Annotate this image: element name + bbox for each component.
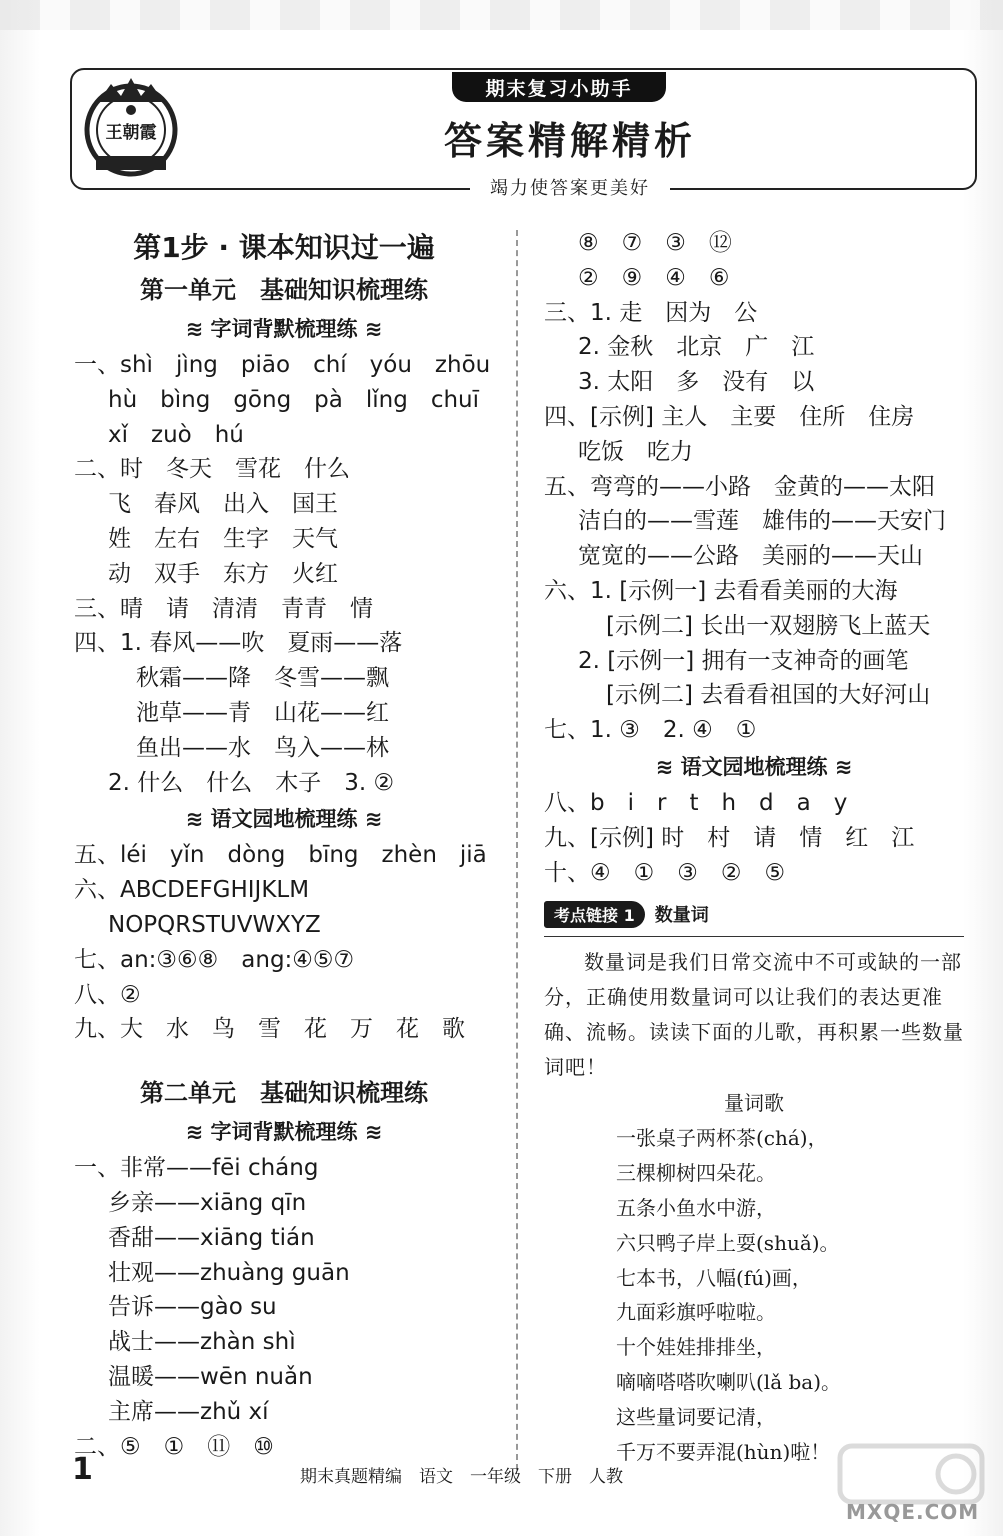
answer-line: 秋霜——降 冬雪——飘 <box>136 665 389 692</box>
answer-line: 主席——zhǔ xí <box>108 1398 269 1425</box>
poem-line: 嘀嘀嗒嗒吹喇叭(lǎ ba)。 <box>616 1369 842 1394</box>
answer-line: 六、1. [示例一] 去看看美丽的大海 <box>544 577 898 604</box>
step-title: 第1步 · 课本知识过一遍 <box>133 231 435 264</box>
section-subtitle: ≋ 语文园地梳理练 ≋ <box>655 754 853 779</box>
section-subtitle: ≋ 语文园地梳理练 ≋ <box>185 807 383 832</box>
unit-title: 第一单元 基础知识梳理练 <box>140 276 428 304</box>
header-motto: 竭力使答案更美好 <box>470 174 670 200</box>
section-subtitle: ≋ 字词背默梳理练 ≋ <box>185 1120 383 1145</box>
knowledge-link-header <box>544 894 964 934</box>
answer-line: 池草——青 山花——红 <box>136 699 389 726</box>
answer-line: 动 双手 东方 火红 <box>108 560 338 587</box>
answer-line: 四、1. 春风——吹 夏雨——落 <box>74 630 403 657</box>
answer-line: 二、⑤ ① ⑪ ⑩ <box>74 1433 274 1460</box>
answer-line: 2. 金秋 北京 广 江 <box>578 334 815 361</box>
answer-line: 壮观——zhuàng guān <box>108 1259 350 1286</box>
answer-line: [示例二] 去看看祖国的大好河山 <box>606 682 931 709</box>
poem-title: 量词歌 <box>724 1091 784 1116</box>
answer-line: 三、晴 请 清清 青青 情 <box>74 595 373 622</box>
poem-line: 六只鸭子岸上耍(shuǎ)。 <box>616 1230 840 1255</box>
answer-line: 九、大 水 鸟 雪 花 万 花 歌 <box>74 1016 465 1043</box>
answer-line: 战士——zhàn shì <box>108 1329 296 1356</box>
poem-line: 这些量词要记清， <box>616 1404 776 1429</box>
answer-line: 一、shì jìng piāo chí yóu zhōu <box>74 352 491 378</box>
unit-title: 第二单元 基础知识梳理练 <box>140 1079 428 1108</box>
answer-line: 3. 太阳 多 没有 以 <box>578 369 815 396</box>
poem-line: 九面彩旗呼啦啦。 <box>616 1300 776 1325</box>
answer-line: 七、an:③⑥⑧ ang:④⑤⑦ <box>74 946 355 973</box>
answer-line: 八、② <box>74 981 141 1008</box>
answer-line: 七、1. ③ 2. ④ ① <box>544 717 757 744</box>
answer-line: 二、时 冬天 雪花 什么 <box>74 456 350 483</box>
answer-line: 三、1. 走 因为 公 <box>544 299 758 326</box>
watermark-text: MXQE.COM <box>846 1500 980 1524</box>
answer-line: 六、ABCDEFGHIJKLM <box>74 877 310 904</box>
answer-line: 吃饭 吃力 <box>578 438 693 465</box>
answer-line: 飞 春风 出入 国王 <box>108 491 338 518</box>
answer-line: 香甜——xiāng tián <box>108 1224 315 1251</box>
answer-line: 五、léi yǐn dòng bīng zhèn jiā <box>74 842 487 869</box>
answer-line: NOPQRSTUVWXYZ <box>108 911 321 938</box>
section-subtitle: ≋ 字词背默梳理练 ≋ <box>185 317 383 341</box>
left-column <box>74 226 494 1464</box>
answer-line: 一、非常——fēi cháng <box>74 1155 319 1182</box>
answer-line: 姓 左右 生字 天气 <box>108 525 338 552</box>
knowledge-paragraph: 数量词是我们日常交流中不可或缺的一部分，正确使用数量词可以让我们的表达更准确、流畅。读读下面的儿歌，再积累一些数量词吧！ <box>544 950 964 1080</box>
answer-line: 九、[示例] 时 村 请 情 红 江 <box>544 824 915 851</box>
poem-line: 一张桌子两杯茶(chá)， <box>616 1126 828 1151</box>
answer-line: 乡亲——xiāng qīn <box>108 1189 307 1216</box>
header-tab: 期末复习小助手 <box>452 72 666 102</box>
answer-line: 2. [示例一] 拥有一支神奇的画笔 <box>578 647 909 674</box>
poem-line: 千万不要弄混(hùn)啦！ <box>616 1439 831 1464</box>
answer-line: 宽宽的——公路 美丽的——天山 <box>578 543 923 570</box>
logo-text: 王朝霞 <box>105 123 157 143</box>
answer-line: xǐ zuò hú <box>108 421 244 448</box>
answer-line: 十、④ ① ③ ② ⑤ <box>544 859 786 886</box>
answer-line: [示例二] 长出一双翅膀飞上蓝天 <box>606 612 931 639</box>
poem-line: 十个娃娃排排坐， <box>616 1335 776 1360</box>
answer-line: 鱼出——水 鸟入——林 <box>136 734 389 761</box>
answer-line: 2. 什么 什么 木子 3. ② <box>108 769 395 796</box>
poem-line: 五条小鱼水中游， <box>616 1195 776 1220</box>
answer-line: 八、b i r t h d a y <box>544 789 848 816</box>
spacer <box>74 1047 494 1073</box>
answer-line: 告诉——gào su <box>108 1294 277 1321</box>
poem-line: 七本书，八幅(fú)画， <box>616 1265 812 1290</box>
answer-line: 洁白的——雪莲 雄伟的——天安门 <box>578 508 946 535</box>
answer-line: 五、弯弯的——小路 金黄的——太阳 <box>544 473 935 500</box>
answer-line: ⑧ ⑦ ③ ⑫ <box>578 230 732 256</box>
answer-line: hù bìng gōng pà lǐng chuī <box>108 386 480 413</box>
knowledge-link-name: 数量词 <box>654 905 709 927</box>
footer-text: 期末真题精编 语文 一年级 下册 人教 <box>300 1467 623 1487</box>
knowledge-link-badge: 考点链接 1 <box>544 901 645 928</box>
knowledge-link-rule <box>544 936 964 937</box>
page-number: 1 <box>72 1452 93 1487</box>
page-top-edge <box>0 0 1003 30</box>
answer-line: 温暖——wēn nuǎn <box>108 1363 313 1390</box>
right-column <box>544 226 964 1469</box>
page-title: 答案精解精析 <box>443 119 696 163</box>
poem-line: 三棵柳树四朵花。 <box>616 1161 776 1186</box>
answer-line: 四、[示例] 主人 主要 住所 住房 <box>544 403 915 430</box>
column-divider <box>516 230 518 1470</box>
answer-line: ② ⑨ ④ ⑥ <box>578 264 730 291</box>
